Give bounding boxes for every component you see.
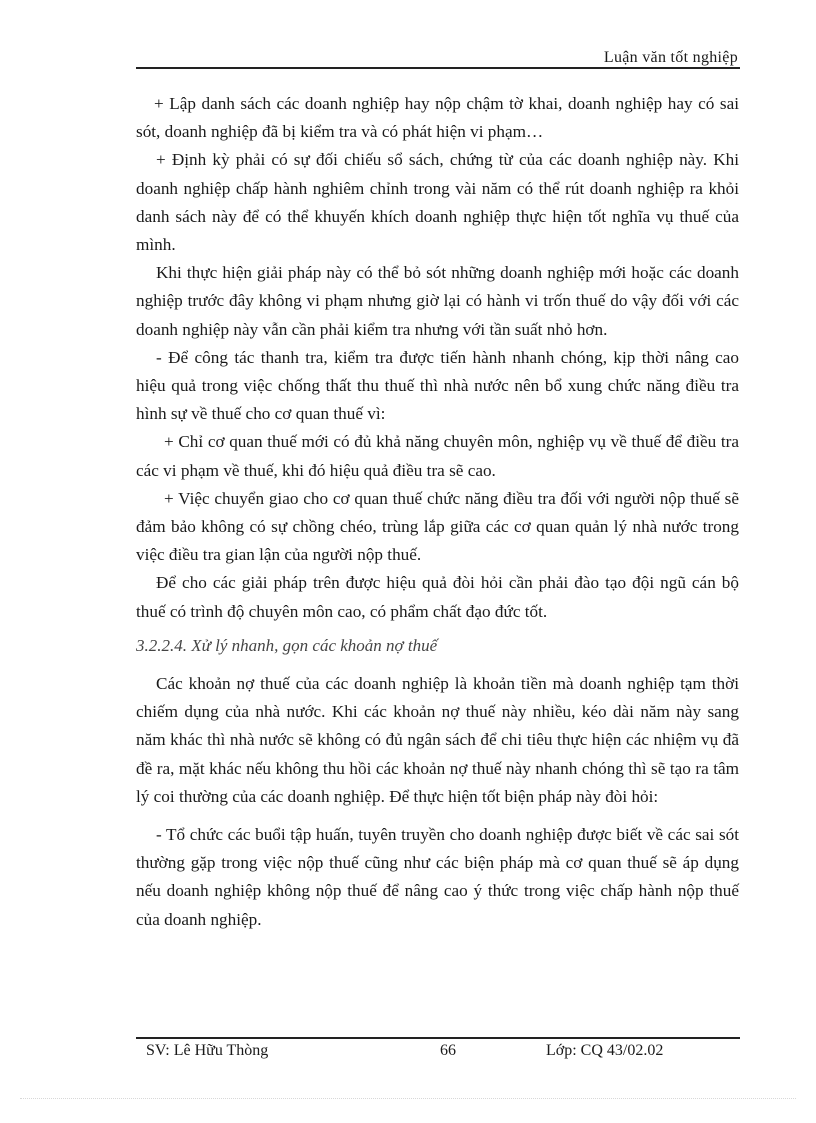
footer-class: Lớp: CQ 43/02.02 — [546, 1042, 664, 1059]
paragraph: - Tổ chức các buổi tập huấn, tuyên truyền cho doanh nghiệp được biết về các sai sót thường gặp trong việc nộp thuế cũng như các biện pháp mà cơ quan thuế sẽ áp dụng nếu doanh nghiệp không nộp thuế để nâng cao ý thức trong việc chấp hành nộp thuế của doanh nghiệp. — [136, 825, 739, 929]
footer-student: SV: Lê Hữu Thòng — [146, 1042, 269, 1059]
page-number: 66 — [440, 1042, 456, 1059]
page-edge-divider — [20, 1098, 796, 1099]
header-divider — [136, 67, 740, 69]
footer-divider — [136, 1037, 740, 1039]
paragraph: + Việc chuyển giao cho cơ quan thuế chức năng điều tra đối với người nộp thuế sẽ đảm bảo không có sự chồng chéo, trùng lắp giữa các cơ quan quản lý nhà nước trong việc điều tra gian lận của người nộp thuế. — [136, 488, 739, 565]
paragraph: Để cho các giải pháp trên được hiệu quả đòi hỏi cần phải đào tạo đội ngũ cán bộ thuế có trình độ chuyên môn cao, có phẩm chất đạo đức tốt. — [136, 573, 739, 621]
body-text — [136, 90, 739, 934]
paragraph: Khi thực hiện giải pháp này có thể bỏ sót những doanh nghiệp mới hoặc các doanh nghiệp trước đây không vi phạm nhưng giờ lại có hành vi trốn thuế do vậy đối với các doanh nghiệp này vẫn cần phải kiểm tra nhưng với tần suất nhỏ hơn. — [136, 263, 739, 339]
paragraph: + Định kỳ phải có sự đối chiếu sổ sách, chứng từ của các doanh nghiệp này. Khi doanh nghiệp chấp hành nghiêm chỉnh trong vài năm có thể rút doanh nghiệp ra khỏi danh sách này để có thể khuyến khích doanh nghiệp thực hiện tốt nghĩa vụ thuế của mình. — [136, 150, 739, 255]
section-heading: 3.2.2.4. Xử lý nhanh, gọn các khoản nợ thuế — [136, 635, 438, 655]
header-title: Luận văn tốt nghiệp — [603, 49, 738, 66]
paragraph: + Lập danh sách các doanh nghiệp hay nộp chậm tờ khai, doanh nghiệp hay có sai sót, doanh nghiệp đã bị kiểm tra và có phát hiện vi phạm… — [136, 94, 739, 142]
paragraph: + Chỉ cơ quan thuế mới có đủ khả năng chuyên môn, nghiệp vụ về thuế để điều tra các vi phạm về thuế, khi đó hiệu quả điều tra sẽ cao. — [136, 432, 739, 480]
paragraph: Các khoản nợ thuế của các doanh nghiệp là khoản tiền mà doanh nghiệp tạm thời chiếm dụng của nhà nước. Khi các khoản nợ thuế này nhiều, kéo dài năm này sang năm khác thì nhà nước sẽ không có đủ ngân sách để chi tiêu thực hiện các nhiệm vụ đã đề ra, mặt khác nếu không thu hồi các khoản nợ thuế này nhanh chóng thì sẽ tạo ra tâm lý coi thường của các doanh nghiệp. Để thực hiện tốt biện pháp này đòi hỏi: — [136, 674, 739, 806]
paragraph: - Để công tác thanh tra, kiểm tra được tiến hành nhanh chóng, kịp thời nâng cao hiệu quả trong việc chống thất thu thuế thì nhà nước nên bổ xung chức năng điều tra hình sự về thuế cho cơ quan thuế vì: — [136, 347, 739, 424]
